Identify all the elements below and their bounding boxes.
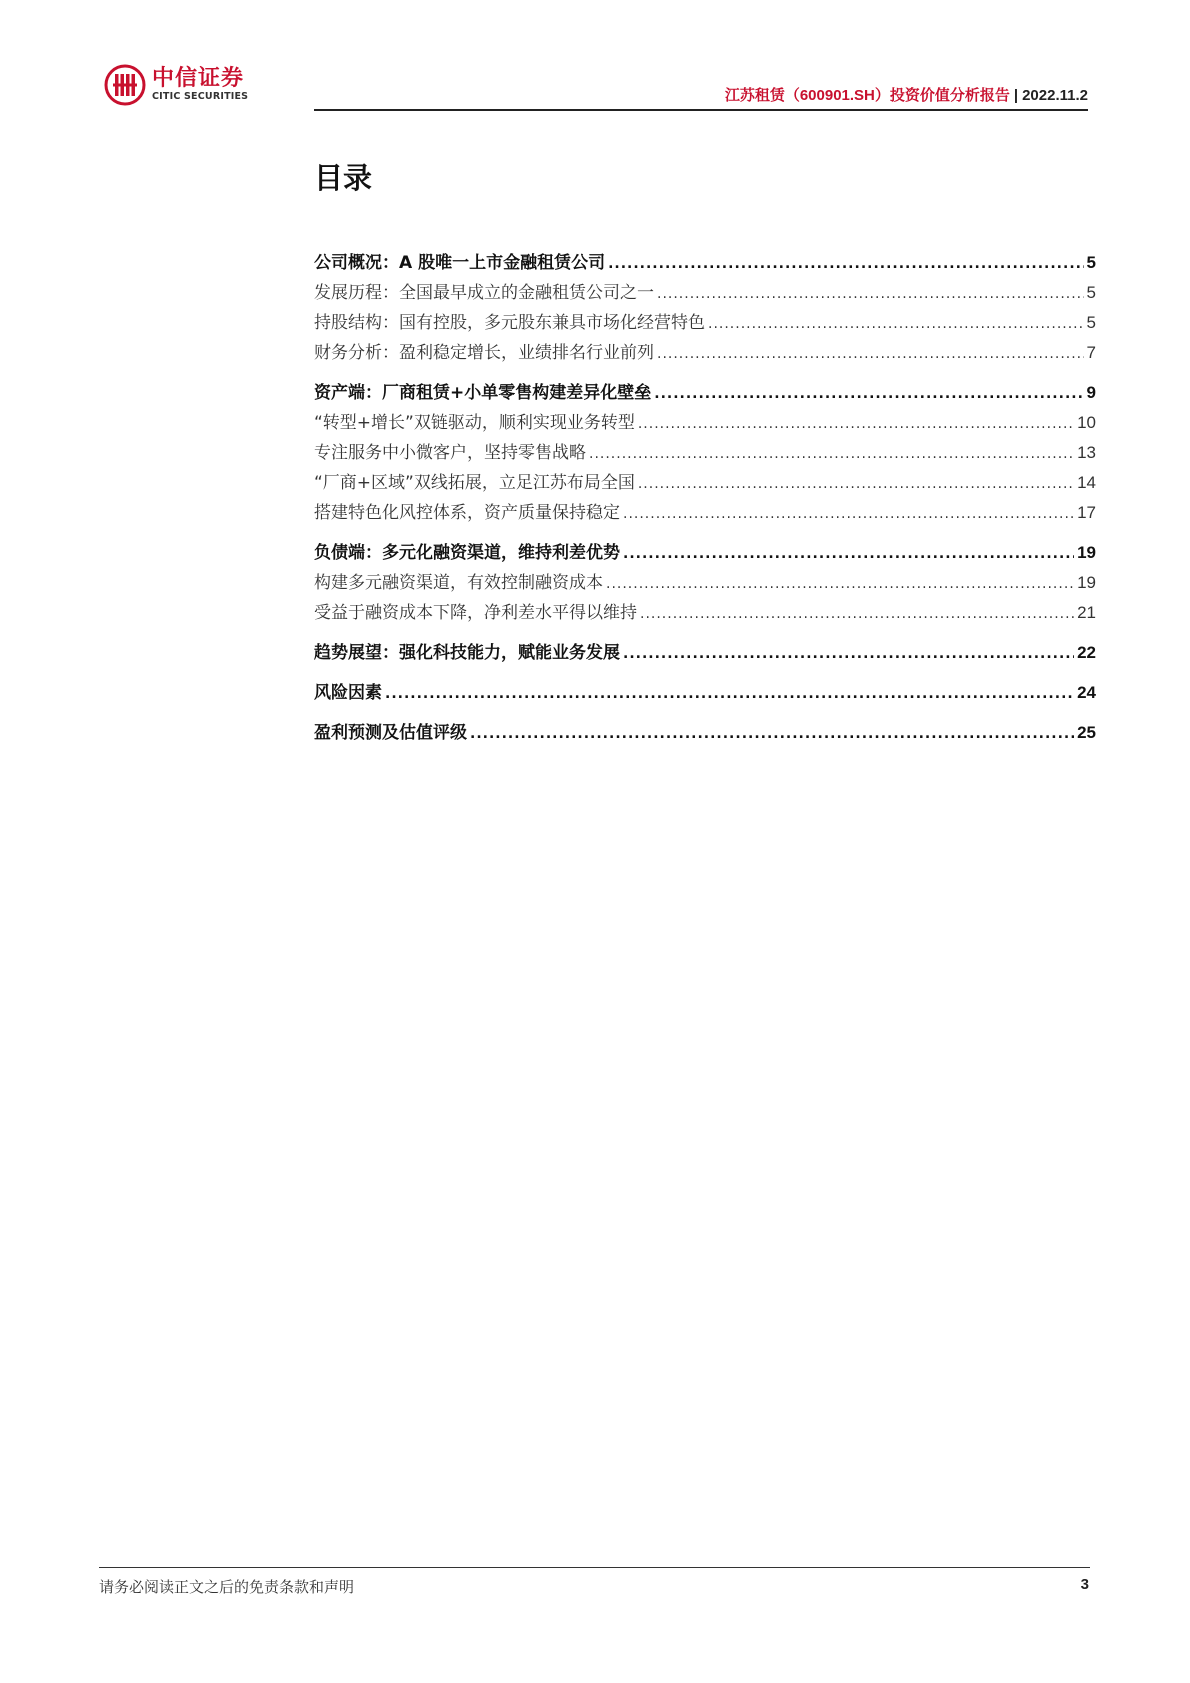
toc-entry-page: 9 [1086, 383, 1096, 402]
toc-entry[interactable] [314, 468, 1096, 498]
toc-leader-dots [385, 679, 1074, 709]
toc-entry[interactable] [314, 598, 1096, 628]
toc-entry-page: 5 [1086, 313, 1096, 332]
toc-heading: 目录 [314, 161, 373, 195]
toc-entry[interactable] [314, 498, 1096, 528]
toc-entry-title: 专注服务中小微客户，坚持零售战略 [314, 443, 586, 463]
toc-entry-page: 5 [1086, 253, 1096, 272]
toc-entry-page: 22 [1077, 643, 1096, 662]
toc-leader-dots [657, 279, 1084, 309]
toc-entry-page: 17 [1077, 503, 1096, 522]
toc-leader-dots [638, 469, 1074, 499]
toc-leader-dots [708, 309, 1084, 339]
toc-leader-dots [623, 499, 1074, 529]
toc-leader-dots [608, 249, 1083, 279]
toc-entry-title: “转型+增长”双链驱动，顺利实现业务转型 [314, 413, 635, 433]
toc-leader-dots [623, 639, 1074, 669]
report-title: 江苏租赁（600901.SH）投资价值分析报告 [724, 87, 1010, 104]
citic-logo-icon [104, 64, 146, 106]
toc-entry-title: “厂商+区域”双线拓展，立足江苏布局全国 [314, 473, 635, 493]
toc-entry-page: 19 [1077, 573, 1096, 592]
toc-entry[interactable] [314, 378, 1096, 408]
toc-entry-title: 搭建特色化风控体系，资产质量保持稳定 [314, 503, 620, 523]
footer-divider [99, 1567, 1090, 1568]
toc-entry[interactable] [314, 638, 1096, 668]
footer-disclaimer: 请务必阅读正文之后的免责条款和声明 [99, 1578, 355, 1596]
toc-entry[interactable] [314, 538, 1096, 568]
toc-leader-dots [654, 379, 1083, 409]
toc-leader-dots [589, 439, 1074, 469]
toc-entry[interactable] [314, 718, 1096, 748]
toc-entry[interactable] [314, 248, 1096, 278]
toc-entry[interactable] [314, 338, 1096, 368]
toc-entry[interactable] [314, 308, 1096, 338]
table-of-contents [314, 248, 1096, 748]
report-date: 2022.11.2 [1022, 87, 1088, 104]
toc-entry[interactable] [314, 408, 1096, 438]
toc-entry[interactable] [314, 678, 1096, 708]
toc-entry-title: 财务分析：盈利稳定增长，业绩排名行业前列 [314, 343, 654, 363]
toc-entry[interactable] [314, 278, 1096, 308]
toc-entry-page: 5 [1086, 283, 1096, 302]
report-header [725, 84, 1088, 105]
toc-entry-title: 构建多元融资渠道，有效控制融资成本 [314, 573, 603, 593]
toc-entry-title: 资产端：厂商租赁+小单零售构建差异化壁垒 [314, 383, 652, 403]
toc-entry[interactable] [314, 438, 1096, 468]
brand-logo [104, 63, 254, 107]
toc-entry-page: 19 [1077, 543, 1096, 562]
toc-leader-dots [623, 539, 1074, 569]
toc-entry-title: 受益于融资成本下降，净利差水平得以维持 [314, 603, 637, 623]
toc-entry-title: 负债端：多元化融资渠道，维持利差优势 [314, 543, 620, 563]
toc-leader-dots [470, 719, 1074, 749]
page-number: 3 [1080, 1576, 1089, 1593]
toc-entry-title: 盈利预测及估值评级 [314, 723, 467, 743]
toc-leader-dots [640, 599, 1074, 629]
toc-entry-page: 13 [1077, 443, 1096, 462]
header-divider [314, 109, 1088, 111]
toc-leader-dots [657, 339, 1084, 369]
toc-leader-dots [638, 409, 1074, 439]
toc-leader-dots [606, 569, 1074, 599]
toc-entry-page: 21 [1077, 603, 1096, 622]
logo-english-name: CITIC SECURITIES [152, 91, 249, 102]
header-separator: | [1013, 87, 1019, 104]
toc-entry-title: 公司概况：A 股唯一上市金融租赁公司 [314, 253, 606, 273]
toc-entry-page: 7 [1086, 343, 1096, 362]
toc-entry-page: 24 [1077, 683, 1096, 702]
logo-chinese-name: 中信证券 [152, 66, 245, 91]
toc-entry-title: 发展历程：全国最早成立的金融租赁公司之一 [314, 283, 654, 303]
toc-entry-page: 10 [1077, 413, 1096, 432]
toc-entry[interactable] [314, 568, 1096, 598]
toc-entry-title: 风险因素 [314, 683, 382, 703]
toc-entry-title: 持股结构：国有控股，多元股东兼具市场化经营特色 [314, 313, 705, 333]
toc-entry-title: 趋势展望：强化科技能力，赋能业务发展 [314, 643, 620, 663]
toc-entry-page: 25 [1077, 723, 1096, 742]
toc-entry-page: 14 [1077, 473, 1096, 492]
